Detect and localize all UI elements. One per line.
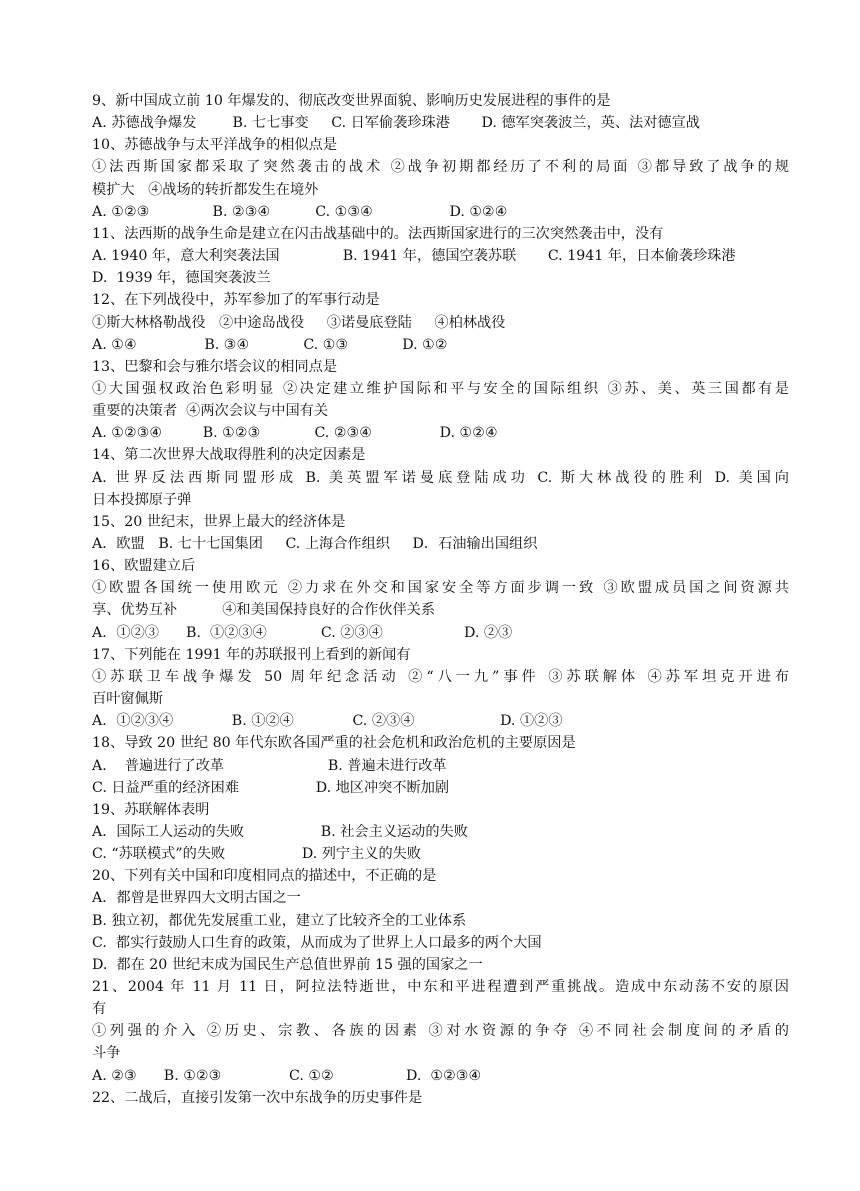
text-line: A. 苏德战争爆发 B. 七七事变 C. 日军偷袭珍珠港 D. 德军突袭波兰，英、法对德宣战 bbox=[92, 115, 700, 132]
text-line: 重要的决策者 ④两次会议与中国有关 bbox=[92, 403, 329, 420]
text-line: 9、新中国成立前 10 年爆发的、彻底改变世界面貌、影响历史发展进程的事件的是 bbox=[92, 93, 611, 109]
text-line: 12、在下列战役中，苏军参加了的军事行动是 bbox=[92, 292, 380, 309]
text-line: A．欧盟 B. 七十七国集团 C. 上海合作组织 D．石油输出国组织 bbox=[92, 536, 538, 552]
text-line: 15、20 世纪末，世界上最大的经济体是 bbox=[92, 513, 346, 530]
text-line: A．国际工人运动的失败 B. 社会主义运动的失败 bbox=[92, 823, 468, 840]
text-line: A. ①②③④ B. ①②③ C. ②③④ D. ①②④ bbox=[92, 425, 498, 442]
text-line: A. 普遍进行了改革 B. 普遍未进行改革 bbox=[92, 757, 447, 774]
text-line: A．①②③④ B. ①②④ C. ②③④ D. ①②③ bbox=[92, 713, 563, 730]
text-line: 16、欧盟建立后 bbox=[92, 558, 196, 575]
text-line: 日本投掷原子弹 bbox=[92, 491, 192, 508]
text-line: A．①②③ B. ①②③④ C. ②③④ D. ②③ bbox=[92, 624, 513, 641]
text-line: ①法西斯国家都采取了突然袭击的战术 ②战争初期都经历了不利的局面 ③都导致了战争的规 bbox=[92, 159, 789, 176]
text-line: 14、第二次世界大战取得胜利的决定因素是 bbox=[92, 447, 366, 464]
text-line: ①欧盟各国统一使用欧元 ②力求在外交和国家安全等方面步调一致 ③欧盟成员国之间资源共 bbox=[92, 580, 789, 597]
text-line: D. 都在 20 世纪末成为国民生产总值世界前 15 强的国家之一 bbox=[92, 956, 483, 973]
text-line: 模扩大 ④战场的转折都发生在境外 bbox=[92, 181, 319, 198]
text-line: A. 世界反法西斯同盟形成 B. 美英盟军诺曼底登陆成功 C. 斯大林战役的胜利 D. 美国向 bbox=[92, 469, 789, 486]
text-line: 19、苏联解体表明 bbox=[92, 801, 210, 818]
text-line: 10、苏德战争与太平洋战争的相似点是 bbox=[92, 137, 338, 154]
text-line: 22、二战后，直接引发第一次中东战争的历史事件是 bbox=[92, 1089, 423, 1106]
text-line: ①斯大林格勒战役 ②中途岛战役 ③诺曼底登陆 ④柏林战役 bbox=[92, 314, 506, 331]
text-line: 11、法西斯的战争生命是建立在闪击战基础中的。法西斯国家进行的三次突然袭击中，没有 bbox=[92, 225, 664, 242]
text-line: A．都曾是世界四大文明古国之一 bbox=[92, 890, 301, 907]
text-line: B. 独立初，都优先发展重工业，建立了比较齐全的工业体系 bbox=[92, 912, 467, 929]
text-line: A. 1940 年，意大利突袭法国 B. 1941 年，德国空袭苏联 C. 1941 年，日本偷袭珍珠港 bbox=[92, 248, 736, 265]
text-line: 百叶窗佩斯 bbox=[92, 691, 163, 708]
text-line: ①大国强权政治色彩明显 ②决定建立维护国际和平与安全的国际组织 ③苏、美、英三国都有是 bbox=[92, 380, 789, 397]
text-line: C. 都实行鼓励人口生育的政策，从而成为了世界上人口最多的两个大国 bbox=[92, 934, 542, 951]
text-line: A. ②③ B. ①②③ C. ①② D. ①②③④ bbox=[92, 1067, 482, 1084]
text-line: 享、优势互补 ④和美国保持良好的合作伙伴关系 bbox=[92, 602, 436, 619]
text-line: 21、2004 年 11 月 11 日，阿拉法特逝世，中东和平进程遭到严重挑战。造成中东动荡不安的原因 bbox=[92, 979, 789, 995]
text-line: ①苏联卫车战争爆发 50 周年纪念活动 ②“八一九”事件 ③苏联解体 ④苏军坦克开进布 bbox=[92, 668, 789, 685]
text-line: A. ①④ B. ③④ C. ①③ D. ①② bbox=[92, 336, 448, 353]
text-line: ①列强的介入 ②历史、宗教、各族的因素 ③对水资源的争夺 ④不同社会制度间的矛盾的 bbox=[92, 1023, 789, 1040]
text-line: C. 日益严重的经济困难 D. 地区冲突不断加剧 bbox=[92, 779, 450, 796]
text-line: 有 bbox=[92, 1001, 107, 1018]
text-line: A. ①②③ B. ②③④ C. ①③④ D. ①②④ bbox=[92, 203, 508, 220]
text-line: 18、导致 20 世纪 80 年代东欧各国严重的社会危机和政治危机的主要原因是 bbox=[92, 735, 576, 752]
text-line: 20、下列有关中国和印度相同点的描述中，不正确的是 bbox=[92, 868, 437, 885]
text-line: 13、巴黎和会与雅尔塔会议的相同点是 bbox=[92, 358, 338, 375]
text-line: C. “苏联模式”的失败 D. 列宁主义的失败 bbox=[92, 846, 422, 863]
text-line: 斗争 bbox=[92, 1045, 121, 1062]
text-line: 17、下列能在 1991 年的苏联报刊上看到的新闻有 bbox=[92, 646, 411, 663]
text-line: D. 1939 年，德国突袭波兰 bbox=[92, 270, 271, 287]
